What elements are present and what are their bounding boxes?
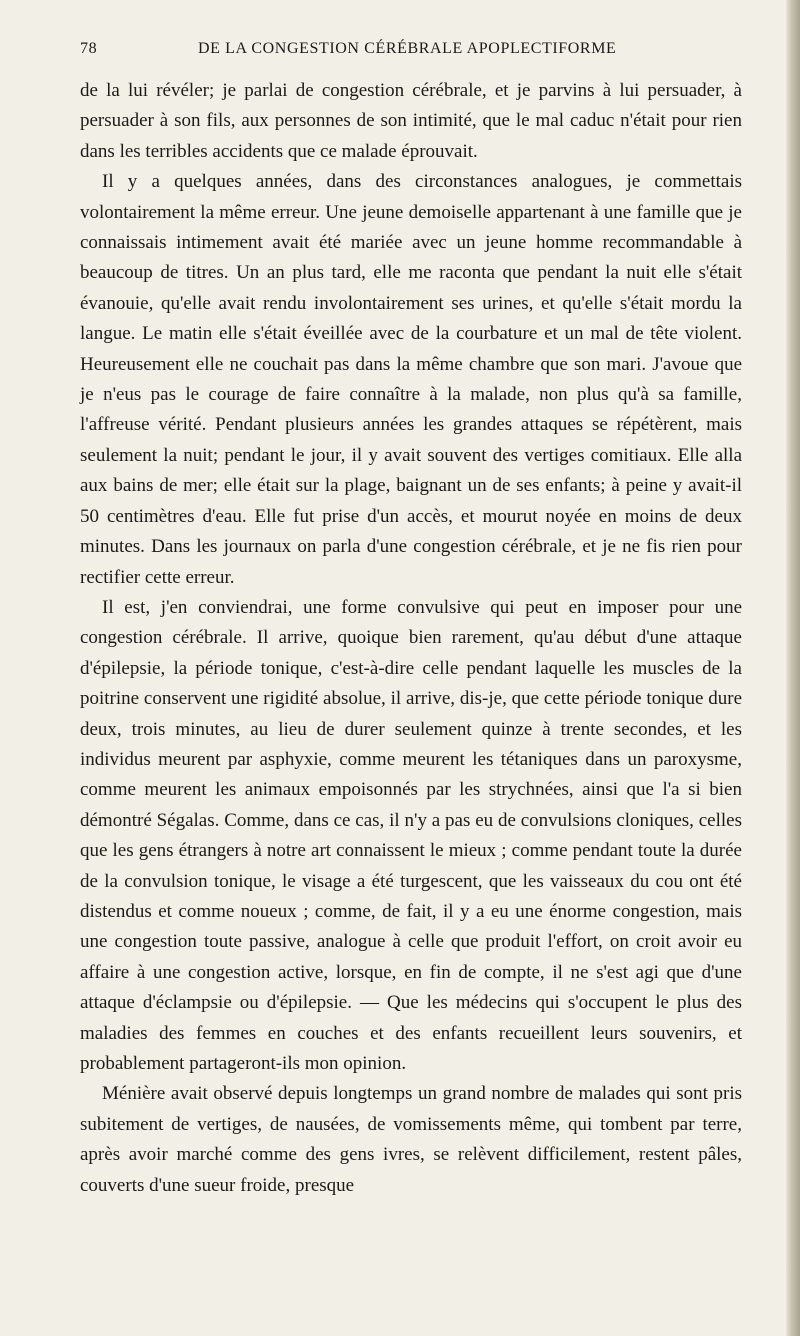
paragraph-4: Ménière avait observé depuis longtemps un grand nombre de malades qui sont pris subitement de vertiges, de nausées, de vomissements même, qui tombent par terre, après avoir marché comme des gens ivres, se relèvent difficilement, restent pâles, couverts d'une sueur froide, presque — [80, 1083, 742, 1196]
running-title: DE LA CONGESTION CÉRÉBRALE APOPLECTIFORME — [198, 40, 617, 57]
running-head — [80, 40, 740, 64]
page-number: 78 — [80, 40, 98, 57]
body-text — [80, 76, 742, 1201]
paragraph-2: Il y a quelques années, dans des circonstances analogues, je commettais volontairement la même erreur. Une jeune demoiselle appartenant à une famille que je connaissais intimement avait été mariée avec un jeune homme recommandable à beaucoup de titres. Un an plus tard, elle me raconta que pendant la nuit elle s'était évanouie, qu'elle avait rendu involontairement ses urines, et qu'elle s'était mordu la langue. Le matin elle s'était éveillée avec de la courbature et un mal de tête violent. Heureusement elle ne couchait pas dans la même chambre que son mari. J'avoue que je n'eus pas le courage de faire connaître à la malade, non plus qu'à sa famille, l'affreuse vérité. Pendant plusieurs années les grandes attaques se répétèrent, mais seulement la nuit; pendant le jour, il y avait souvent des vertiges comitiaux. Elle alla aux bains de mer; elle était sur la plage, baignant un de ses enfants; à peine y avait-il 50 centimètres d'eau. Elle fut prise d'un accès, et mourut noyée en moins de deux minutes. Dans les journaux on parla d'une congestion cérébrale, et je ne fis rien pour rectifier cette erreur. — [80, 171, 742, 588]
page-edge — [786, 0, 800, 1336]
paragraph-3: Il est, j'en conviendrai, une forme convulsive qui peut en imposer pour une congestion cérébrale. Il arrive, quoique bien rarement, qu'au début d'une attaque d'épilepsie, la période tonique, c'est-à-dire celle pendant laquelle les muscles de la poitrine conservent une rigidité absolue, il arrive, dis-je, que cette période tonique dure deux, trois minutes, au lieu de durer seulement quinze à trente secondes, et les individus meurent par asphyxie, comme meurent les tétaniques dans un paroxysme, comme meurent les animaux empoisonnés par les strychnées, ainsi que l'a si bien démontré Ségalas. Comme, dans ce cas, il n'y a pas eu de convulsions cloniques, celles que les gens étrangers à notre art connaissent le mieux ; comme pendant toute la durée de la convulsion tonique, le visage a été turgescent, que les vaisseaux du cou ont été distendus et comme noueux ; comme, de fait, il y a eu une énorme congestion, mais une congestion toute passive, analogue à celle que produit l'effort, on croit avoir eu affaire à une congestion active, lorsque, en fin de compte, il ne s'est agi que d'une attaque d'éclampsie ou d'épilepsie. — Que les médecins qui s'occupent le plus des maladies des femmes en couches et des enfants recueillent leurs souvenirs, et probablement partageront-ils mon opinion. — [80, 596, 742, 1074]
paragraph-1: de la lui révéler; je parlai de congestion cérébrale, et je parvins à lui persuader, à persuader à son fils, aux personnes de son intimité, que le mal caduc n'était pour rien dans les terribles accidents que ce malade éprouvait. — [80, 80, 742, 162]
